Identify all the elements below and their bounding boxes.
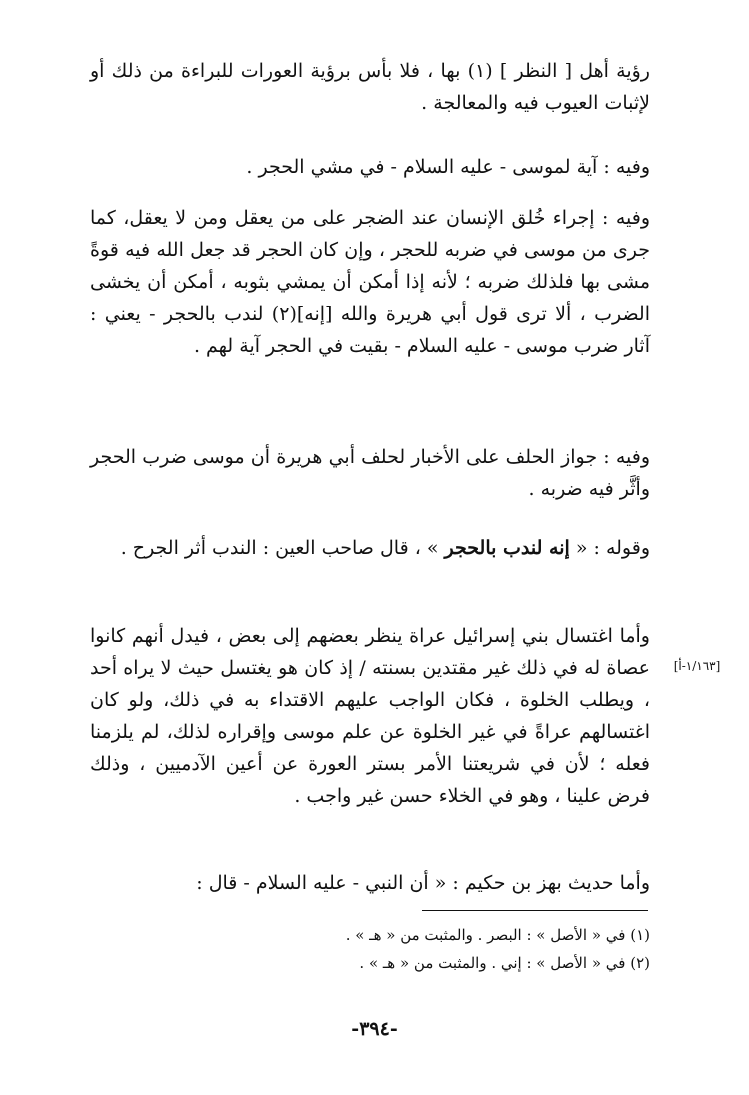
paragraph-5 (90, 532, 650, 564)
paragraph-7: وأما حديث بهز بن حكيم : « أن النبي - عليه السلام - قال : (196, 872, 650, 894)
page-number: -٣٩٤- (351, 1018, 398, 1040)
quoted-hadith-phrase: إنه لندب بالحجر (444, 537, 570, 559)
footnote-1: (١) في « الأصل » : البصر . والمثبت من « هـ » . (345, 926, 650, 944)
paragraph-5-prefix: وقوله : « (575, 537, 650, 559)
paragraph-3: وفيه : إجراء خُلق الإنسان عند الضجر على من يعقل ومن لا يعقل، كما جرى من موسى في ضربه للحجر ، وإن كان الحجر قد جعل الله فيه قوةً مشى بها فلذلك ضربه ؛ لأنه إذا أمكن أن يمشي بثوبه ، أمكن أن يخشى الضرب ، ألا ترى قول أبي هريرة والله [إنه](٢) لندب بالحجر - يعني : آثار ضرب موسى - عليه السلام - بقيت في الحجر آية لهم . (90, 207, 650, 357)
paragraph-1: رؤية أهل [ النظر ] (١) بها ، فلا بأس برؤية العورات للبراءة من ذلك أو لإثبات العيوب فيه والمعالجة . (90, 60, 650, 114)
margin-folio-reference: [١/١٦٣-أ] (673, 659, 721, 673)
paragraph-4: وفيه : جواز الحلف على الأخبار لحلف أبي هريرة أن موسى ضرب الحجر وأثَّر فيه ضربه . (90, 446, 650, 500)
footnote-separator (422, 910, 648, 911)
paragraph-5-suffix: » ، قال صاحب العين : الندب أثر الجرح . (120, 537, 439, 559)
paragraph-2: وفيه : آية لموسى - عليه السلام - في مشي الحجر . (246, 156, 650, 178)
footnote-2: (٢) في « الأصل » : إني . والمثبت من « هـ » . (359, 954, 650, 972)
paragraph-6: وأما اغتسال بني إسرائيل عراة ينظر بعضهم إلى بعض ، فيدل أنهم كانوا عصاة له في ذلك غير مقتدين بسنته / إذ كان هو يغتسل حيث لا يراه أحد ، ويطلب الخلوة ، فكان الواجب عليهم الاقتداء به في ذلك، ولو كان اغتسالهم عراةً في غير الخلوة عن علم موسى وإقراره لذلك، لم يلزمنا فعله ؛ لأن في شريعتنا الأمر بستر العورة عن أعين الآدميين ، وذلك فرض علينا ، وهو في الخلاء حسن غير واجب . (90, 625, 650, 807)
